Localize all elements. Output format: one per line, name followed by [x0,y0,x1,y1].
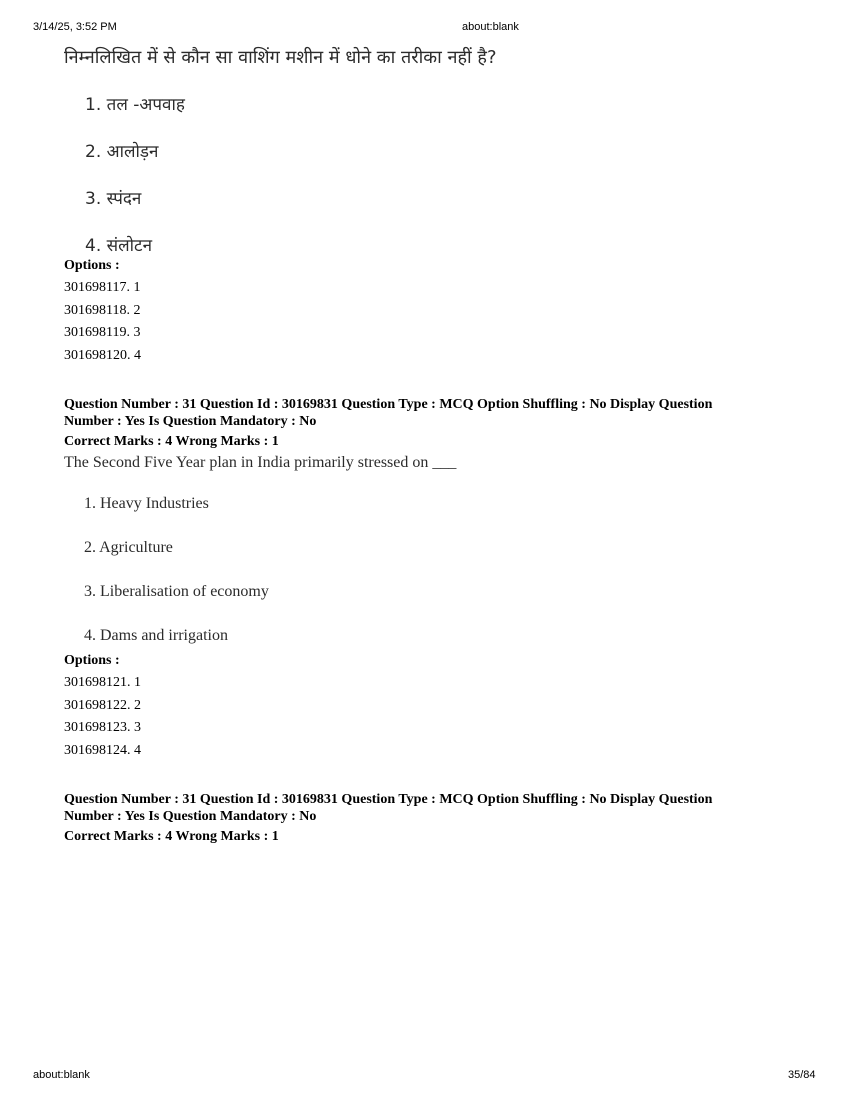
question-30-choice-1: 1. तल -अपवाह [85,95,185,115]
page-number: 35/84 [788,1069,816,1081]
question-31-choice-3: 3. Liberalisation of economy [84,583,269,600]
question-31-repeat-meta-line2: Number : Yes Is Question Mandatory : No [64,809,317,824]
question-31-choice-4: 4. Dams and irrigation [84,627,228,644]
option-id-30-3: 301698119. 3 [64,325,141,340]
question-31-text: The Second Five Year plan in India primarily stressed on ___ [64,454,457,471]
question-30-choice-3: 3. स्पंदन [85,189,142,209]
question-31-meta-line2: Number : Yes Is Question Mandatory : No [64,414,317,429]
question-31-repeat-marks: Correct Marks : 4 Wrong Marks : 1 [64,829,279,844]
options-label-30: Options : [64,258,120,273]
question-30-choice-4: 4. संलोटन [85,236,153,256]
option-id-30-2: 301698118. 2 [64,303,141,318]
question-31-meta-line1: Question Number : 31 Question Id : 30169831 Question Type : MCQ Option Shuffling : No Display Question [64,397,713,412]
question-31-repeat-meta-line1: Question Number : 31 Question Id : 30169831 Question Type : MCQ Option Shuffling : No Display Question [64,792,713,807]
option-id-31-1: 301698121. 1 [64,675,141,690]
option-id-30-1: 301698117. 1 [64,280,141,295]
question-30-text: निम्नलिखित में से कौन सा वाशिंग मशीन में धोने का तरीका नहीं है? [64,47,497,68]
question-31-choice-2: 2. Agriculture [84,539,173,556]
print-datetime: 3/14/25, 3:52 PM [33,21,117,33]
footer-url: about:blank [33,1069,90,1081]
option-id-31-4: 301698124. 4 [64,743,141,758]
question-31-choice-1: 1. Heavy Industries [84,495,209,512]
question-30-choice-2: 2. आलोड़न [85,142,159,162]
option-id-31-2: 301698122. 2 [64,698,141,713]
options-label-31: Options : [64,653,120,668]
print-url: about:blank [462,21,519,33]
question-31-marks: Correct Marks : 4 Wrong Marks : 1 [64,434,279,449]
option-id-31-3: 301698123. 3 [64,720,141,735]
option-id-30-4: 301698120. 4 [64,348,141,363]
